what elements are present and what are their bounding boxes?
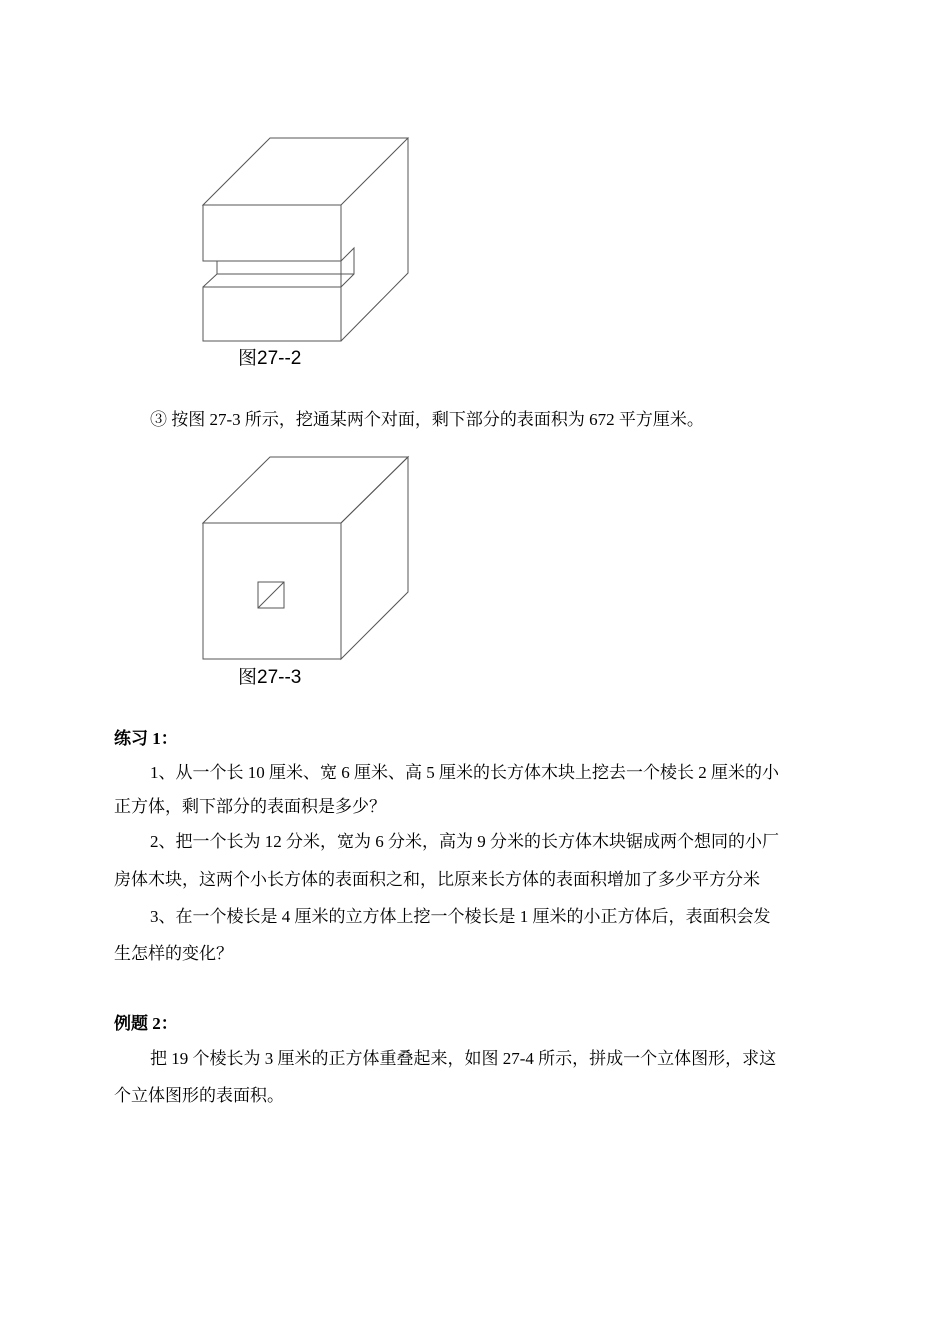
example-heading: 例题 2： xyxy=(114,1014,178,1033)
practice-line: 正方体，剩下部分的表面积是多少？ xyxy=(114,797,386,816)
practice-line: 生怎样的变化？ xyxy=(114,944,233,963)
figure-27-2-caption: 图27--2 xyxy=(238,348,302,369)
front-lower-block xyxy=(203,287,341,341)
statement-3: ③ 按图 27-3 所示，挖通某两个对面，剩下部分的表面积为 672 平方厘米。 xyxy=(150,410,704,429)
example-line: 把 19 个棱长为 3 厘米的正方体重叠起来，如图 27-4 所示，拼成一个立体图形，求这 xyxy=(150,1049,777,1068)
block-right-side xyxy=(341,138,408,341)
practice-line: 1、从一个长 10 厘米、宽 6 厘米、高 5 厘米的长方体木块上挖去一个棱长 2 厘米的小 xyxy=(150,763,779,782)
block-top-face xyxy=(203,138,408,205)
figure-27-3-caption: 图27--3 xyxy=(238,667,302,688)
practice-heading: 练习 1： xyxy=(114,729,178,748)
practice-line: 3、在一个棱长是 4 厘米的立方体上挖一个棱长是 1 厘米的小正方体后，表面积会发 xyxy=(150,907,771,926)
slot-back-edge xyxy=(341,248,354,287)
practice-line: 2、把一个长为 12 分米，宽为 6 分米，高为 9 分米的长方体木块锯成两个想同的小厂 xyxy=(150,832,779,851)
practice-line: 房体木块，这两个小长方体的表面积之和，比原来长方体的表面积增加了多少平方分米 xyxy=(114,870,760,889)
front-upper-block xyxy=(203,205,341,261)
example-line: 个立体图形的表面积。 xyxy=(114,1086,284,1105)
